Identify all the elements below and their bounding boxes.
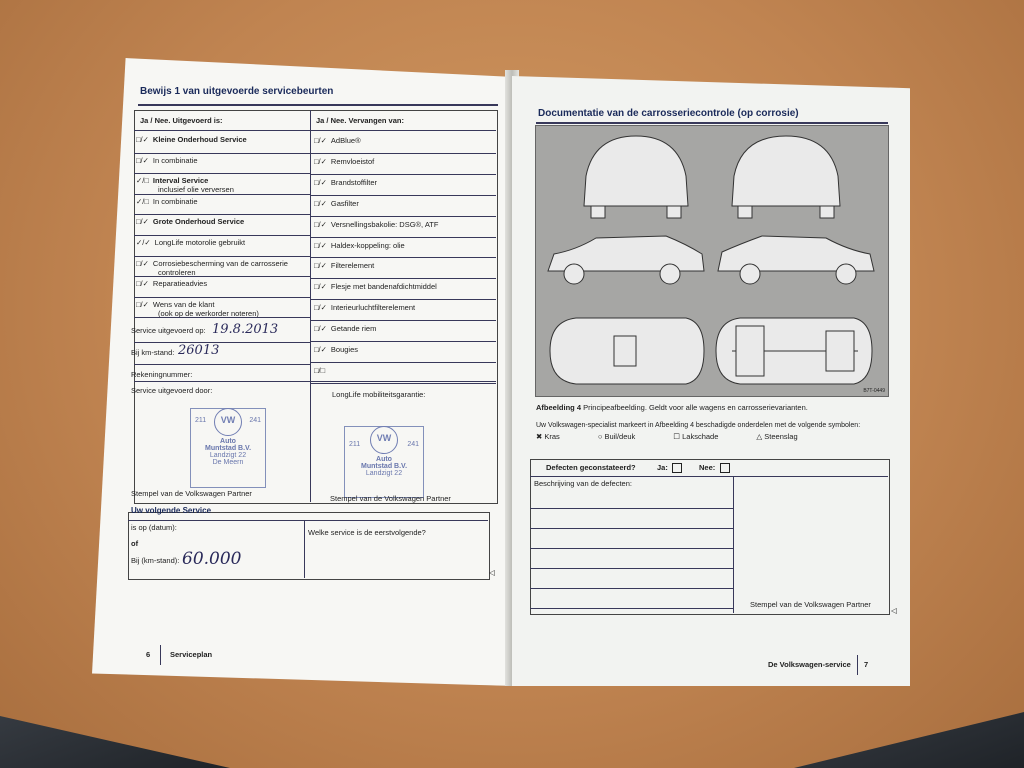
symbol-label: Lakschade — [682, 432, 719, 441]
next-date-label: is op (datum): — [131, 523, 177, 532]
header-rule — [134, 130, 496, 131]
row-rule — [310, 153, 496, 154]
row-rule — [310, 216, 496, 217]
col2-row — [314, 220, 438, 229]
col2-row-label: Bougies — [330, 345, 359, 354]
col2-row — [314, 345, 358, 354]
row-rule — [128, 520, 488, 521]
description-line — [530, 528, 733, 529]
stamp-num-right: 241 — [249, 417, 261, 424]
col1-row-label: LongLife motorolie gebruikt — [154, 238, 246, 247]
symbol-label: Steenslag — [764, 432, 798, 441]
checkbox-pair-icon[interactable]: □/✓ — [314, 136, 327, 145]
table-divider — [310, 110, 311, 502]
car-diagram — [535, 125, 889, 397]
symbol-buil — [598, 432, 635, 441]
paint-damage-icon: ☐ — [673, 432, 681, 441]
yes-checkbox[interactable] — [672, 463, 682, 473]
checkbox-pair-icon[interactable]: □/✓ — [314, 240, 327, 250]
checkbox-pair-icon[interactable]: □/✓ — [314, 282, 327, 292]
stamp-line4: De Meern — [212, 459, 244, 466]
col2-row-label: Flesje met bandenafdichtmiddel — [330, 282, 437, 292]
row-rule — [310, 174, 496, 175]
col2-row-label: Interieurluchtfilterelement — [330, 303, 416, 313]
row-rule — [134, 381, 496, 382]
description-line — [530, 608, 733, 609]
description-label: Beschrijving van de defecten: — [534, 479, 632, 488]
scratch-icon: ✖ — [536, 432, 543, 441]
right-stamp-label: Stempel van de Volkswagen Partner — [750, 600, 871, 609]
col1-row — [136, 156, 198, 165]
next-of: of — [131, 539, 139, 548]
col1-row — [136, 176, 234, 194]
col2-row — [314, 157, 374, 166]
next-service-title: Uw volgende Service — [131, 506, 212, 515]
description-line — [530, 548, 733, 549]
row-rule — [134, 276, 310, 277]
col1-row-label: Wens van de klant — [152, 299, 215, 309]
car-rear-view — [584, 136, 688, 218]
dent-icon: ○ — [597, 432, 603, 441]
checkbox-pair-icon[interactable]: □/✓ — [314, 345, 327, 354]
checkbox-pair-icon[interactable]: □/✓ — [314, 219, 327, 229]
col1-row — [136, 259, 288, 277]
left-page-number: 6 — [146, 650, 151, 659]
col2-row-label: Filterelement — [330, 261, 375, 271]
col2-row — [314, 282, 437, 291]
col2-row — [314, 199, 359, 208]
footer-rule — [857, 655, 858, 675]
stamp-line1: Auto — [376, 456, 392, 463]
row-rule — [134, 297, 310, 298]
row-rule — [134, 153, 310, 154]
dealer-stamp-2 — [344, 426, 424, 498]
performed-by-label: Service uitgevoerd door: — [131, 386, 213, 395]
col1-header: Ja / Nee. Uitgevoerd is: — [140, 116, 223, 125]
symbol-label: Buil/deuk — [604, 432, 636, 441]
col1-row-label: Grote Onderhoud Service — [152, 217, 245, 227]
col2-row-label: AdBlue® — [330, 136, 361, 145]
checkbox-pair-icon[interactable]: □/✓ — [314, 261, 327, 271]
defects-divider — [733, 476, 734, 613]
checkbox-pair-icon[interactable]: □/✓ — [136, 279, 149, 289]
stamp-line1: Auto — [220, 438, 236, 445]
row-rule — [134, 317, 310, 318]
row-rule — [310, 320, 496, 321]
row-rule — [310, 278, 496, 279]
checkbox-pair-icon[interactable]: ✓/□ — [136, 176, 149, 186]
row-rule — [134, 194, 310, 195]
row-rule — [134, 173, 310, 174]
defects-label: Defecten geconstateerd? — [546, 463, 636, 472]
checkbox-pair-icon[interactable]: □/✓ — [314, 198, 327, 208]
vw-logo-icon — [370, 426, 398, 454]
col1-row — [136, 279, 207, 288]
continue-arrow-icon: ◁ — [489, 568, 495, 577]
longlife-label: LongLife mobiliteitsgarantie: — [332, 390, 426, 399]
col2-row-label: Gasfilter — [330, 198, 359, 208]
stamp-num-right: 241 — [407, 441, 419, 448]
row-rule — [134, 364, 310, 365]
col1-row-sub: controleren — [158, 267, 196, 277]
checkbox-pair-icon[interactable]: ✓/□ — [136, 196, 149, 206]
title-rule — [536, 122, 888, 124]
figure-code: B7T-0449 — [863, 388, 885, 394]
symbol-lak — [673, 432, 718, 441]
right-page-number: 7 — [864, 660, 869, 669]
row-rule — [134, 214, 310, 215]
checkbox-pair-icon[interactable]: □/✓ — [314, 324, 327, 334]
next-service-box — [128, 512, 490, 580]
col2-row-label: Remvloeistof — [330, 156, 375, 166]
row-rule — [310, 257, 496, 258]
col2-row — [314, 303, 415, 312]
footer-rule — [160, 645, 161, 665]
description-line — [530, 588, 733, 589]
next-which-label: Welke service is de eerstvolgende? — [308, 528, 426, 537]
next-divider — [304, 520, 305, 578]
symbol-steen — [756, 432, 797, 441]
right-page-title: Documentatie van de carrosseriecontrole (op corrosie) — [538, 108, 799, 119]
stamp-line3: Landzigt 22 — [209, 452, 247, 459]
right-footer-text: De Volkswagen-service — [768, 660, 851, 669]
col2-row — [314, 366, 329, 375]
continue-arrow-icon: ◁ — [891, 606, 897, 615]
col1-row-label: In combinatie — [152, 155, 198, 165]
col2-row-label: Getande riem — [330, 324, 377, 334]
row-rule — [530, 476, 888, 477]
row-rule — [310, 237, 496, 238]
stamp-line3: Landzigt 22 — [365, 470, 403, 477]
figure-caption-bold: Afbeelding 4 — [536, 403, 582, 412]
car-underside-view — [716, 318, 872, 384]
description-line — [530, 508, 733, 509]
col2-row — [314, 136, 361, 145]
service-date-label: Service uitgevoerd op: — [131, 326, 206, 335]
no-label: Nee: — [699, 463, 716, 472]
checkbox-pair-icon[interactable]: □/✓ — [136, 299, 149, 309]
symbol-kras — [536, 432, 560, 441]
row-rule — [310, 341, 496, 342]
checkbox-pair-icon[interactable]: □/✓ — [136, 217, 149, 227]
col2-row — [314, 241, 405, 250]
col1-row — [136, 238, 245, 247]
checkbox-pair-icon[interactable]: □/✓ — [136, 155, 149, 165]
col1-row-label: Reparatieadvies — [152, 279, 208, 289]
row-rule — [134, 256, 310, 257]
col1-row — [136, 197, 198, 206]
car-front-view — [732, 136, 840, 218]
stamp-num-left: 211 — [349, 441, 361, 448]
car-side-left-view — [548, 236, 704, 284]
row-rule — [310, 195, 496, 196]
col1-row-sub: inclusief olie verversen — [158, 185, 234, 195]
checkbox-pair-icon[interactable]: □/✓ — [314, 156, 327, 166]
stamp-label-1: Stempel van de Volkswagen Partner — [131, 489, 252, 498]
checkbox-pair-icon[interactable]: ✓/✓ — [136, 238, 151, 247]
row-rule — [310, 299, 496, 300]
col2-row-label: Brandstoffilter — [330, 177, 378, 187]
stamp-line2: Muntstad B.V. — [204, 445, 252, 452]
row-rule — [134, 235, 310, 236]
col2-row-label: Versnellingsbakolie: DSG®, ATF — [330, 219, 439, 229]
col2-row — [314, 178, 377, 187]
car-side-right-view — [718, 236, 874, 284]
left-page-title: Bewijs 1 van uitgevoerde servicebeurten — [140, 86, 334, 97]
dealer-stamp-1 — [190, 408, 266, 488]
checkbox-pair-icon[interactable]: □/✓ — [314, 177, 327, 187]
row-rule — [310, 383, 496, 384]
stamp-line2: Muntstad B.V. — [360, 463, 408, 470]
symbol-legend — [536, 432, 876, 441]
next-km-label: Bij (km-stand): — [131, 556, 180, 565]
next-km-value: 60.000 — [182, 549, 242, 569]
symbol-label: Kras — [544, 432, 560, 441]
title-rule — [138, 104, 498, 106]
col1-row — [136, 135, 247, 144]
stamp-num-left: 211 — [195, 417, 207, 424]
floor-corner-right — [794, 688, 1024, 768]
col2-row — [314, 261, 374, 270]
checkbox-pair-icon[interactable]: □/✓ — [136, 258, 149, 268]
car-top-view — [550, 318, 704, 384]
col1-row-label: In combinatie — [152, 196, 198, 206]
yes-label: Ja: — [657, 463, 668, 472]
car-outlines — [536, 126, 888, 396]
checkbox-pair-icon[interactable]: □/✓ — [136, 135, 149, 144]
left-footer-text: Serviceplan — [170, 650, 213, 659]
figure-caption — [536, 403, 808, 412]
checkbox-pair-icon[interactable]: □/□ — [314, 365, 326, 375]
col1-row-sub: (ook op de werkorder noteren) — [158, 308, 259, 318]
no-checkbox[interactable] — [720, 463, 730, 473]
col1-row — [136, 300, 259, 318]
row-rule — [310, 362, 496, 363]
row-rule — [134, 342, 310, 343]
km-label: Bij km-stand: — [131, 348, 175, 357]
service-date-value: 19.8.2013 — [212, 322, 279, 337]
stone-chip-icon: △ — [756, 432, 763, 441]
vw-logo-icon — [214, 408, 242, 436]
checkbox-pair-icon[interactable]: □/✓ — [314, 303, 327, 313]
km-value: 26013 — [178, 343, 220, 358]
figure-caption-text: Principeafbeelding. Geldt voor alle wagens en carrosserievarianten. — [583, 403, 808, 412]
col1-row — [136, 217, 244, 226]
floor-corner-left — [0, 688, 230, 768]
col2-row-label: Haldex-koppeling: olie — [330, 240, 405, 250]
col1-row-label: Interval Service — [152, 176, 209, 186]
col2-header: Ja / Nee. Vervangen van: — [316, 116, 404, 125]
col1-row-label: Corrosiebescherming van de carrosserie — [152, 258, 288, 268]
invoice-label: Rekeningnummer: — [131, 370, 193, 379]
stamp-label-2: Stempel van de Volkswagen Partner — [330, 494, 451, 503]
col1-row-label: Kleine Onderhoud Service — [152, 135, 247, 144]
instruction-text: Uw Volkswagen-specialist markeert in Afbeelding 4 beschadigde onderdelen met de volgende symbolen: — [536, 422, 861, 429]
description-line — [530, 568, 733, 569]
col2-row — [314, 324, 376, 333]
